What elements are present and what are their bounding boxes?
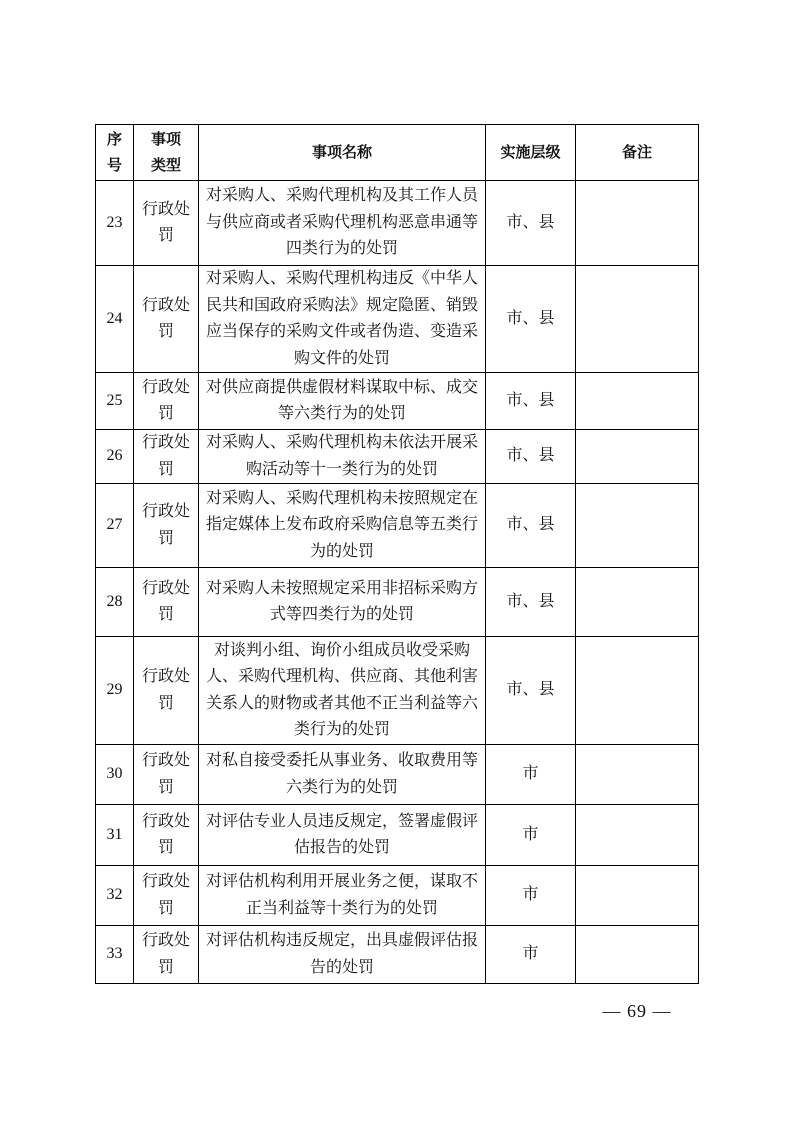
header-level: 实施层级 (486, 125, 576, 181)
cell-remark (576, 926, 699, 984)
page-number: — 69 — (602, 1001, 672, 1021)
cell-level: 市、县 (486, 430, 576, 484)
cell-remark (576, 373, 699, 430)
cell-remark (576, 637, 699, 745)
cell-no: 32 (96, 866, 134, 926)
matters-table (95, 124, 699, 984)
cell-type: 行政处罚 (134, 926, 199, 984)
cell-name: 对采购人、采购代理机构及其工作人员与供应商或者采购代理机构恶意串通等四类行为的处罚 (199, 181, 486, 266)
header-type: 事项类型 (134, 125, 199, 181)
cell-level: 市 (486, 805, 576, 866)
cell-type: 行政处罚 (134, 430, 199, 484)
header-name: 事项名称 (199, 125, 486, 181)
header-remark: 备注 (576, 125, 699, 181)
cell-name: 对私自接受委托从事业务、收取费用等六类行为的处罚 (199, 745, 486, 805)
cell-name: 对供应商提供虚假材料谋取中标、成交等六类行为的处罚 (199, 373, 486, 430)
cell-type: 行政处罚 (134, 745, 199, 805)
cell-level: 市、县 (486, 637, 576, 745)
cell-name: 对采购人、采购代理机构违反《中华人民共和国政府采购法》规定隐匿、销毁应当保存的采购文件或者伪造、变造采购文件的处罚 (199, 266, 486, 373)
cell-type: 行政处罚 (134, 568, 199, 637)
cell-no: 23 (96, 181, 134, 266)
cell-name: 对采购人、采购代理机构未依法开展采购活动等十一类行为的处罚 (199, 430, 486, 484)
table-row (96, 266, 699, 373)
cell-type: 行政处罚 (134, 484, 199, 568)
cell-no: 27 (96, 484, 134, 568)
table-row (96, 484, 699, 568)
table-row (96, 926, 699, 984)
cell-name: 对采购人、采购代理机构未按照规定在指定媒体上发布政府采购信息等五类行为的处罚 (199, 484, 486, 568)
table-row (96, 430, 699, 484)
cell-name: 对评估机构利用开展业务之便，谋取不正当利益等十类行为的处罚 (199, 866, 486, 926)
cell-name: 对采购人未按照规定采用非招标采购方式等四类行为的处罚 (199, 568, 486, 637)
cell-level: 市、县 (486, 568, 576, 637)
header-no: 序号 (96, 125, 134, 181)
table-row (96, 745, 699, 805)
cell-type: 行政处罚 (134, 266, 199, 373)
cell-level: 市 (486, 926, 576, 984)
cell-remark (576, 484, 699, 568)
cell-no: 28 (96, 568, 134, 637)
cell-type: 行政处罚 (134, 805, 199, 866)
cell-name: 对评估专业人员违反规定，签署虚假评估报告的处罚 (199, 805, 486, 866)
table-row (96, 866, 699, 926)
cell-remark (576, 430, 699, 484)
table-row (96, 637, 699, 745)
table-row (96, 568, 699, 637)
cell-remark (576, 805, 699, 866)
cell-remark (576, 181, 699, 266)
cell-level: 市、县 (486, 181, 576, 266)
cell-level: 市、县 (486, 373, 576, 430)
cell-remark (576, 266, 699, 373)
cell-level: 市 (486, 745, 576, 805)
cell-level: 市、县 (486, 266, 576, 373)
table-header-row (96, 125, 699, 181)
table-row (96, 373, 699, 430)
cell-remark (576, 745, 699, 805)
cell-no: 31 (96, 805, 134, 866)
cell-name: 对谈判小组、询价小组成员收受采购人、采购代理机构、供应商、其他利害关系人的财物或者其他不正当利益等六类行为的处罚 (199, 637, 486, 745)
cell-name: 对评估机构违反规定，出具虚假评估报告的处罚 (199, 926, 486, 984)
cell-no: 33 (96, 926, 134, 984)
cell-type: 行政处罚 (134, 637, 199, 745)
cell-type: 行政处罚 (134, 373, 199, 430)
cell-remark (576, 866, 699, 926)
cell-no: 24 (96, 266, 134, 373)
cell-no: 26 (96, 430, 134, 484)
cell-no: 29 (96, 637, 134, 745)
table-row (96, 805, 699, 866)
cell-no: 30 (96, 745, 134, 805)
cell-remark (576, 568, 699, 637)
table-row (96, 181, 699, 266)
cell-type: 行政处罚 (134, 866, 199, 926)
cell-type: 行政处罚 (134, 181, 199, 266)
cell-level: 市 (486, 866, 576, 926)
cell-level: 市、县 (486, 484, 576, 568)
cell-no: 25 (96, 373, 134, 430)
